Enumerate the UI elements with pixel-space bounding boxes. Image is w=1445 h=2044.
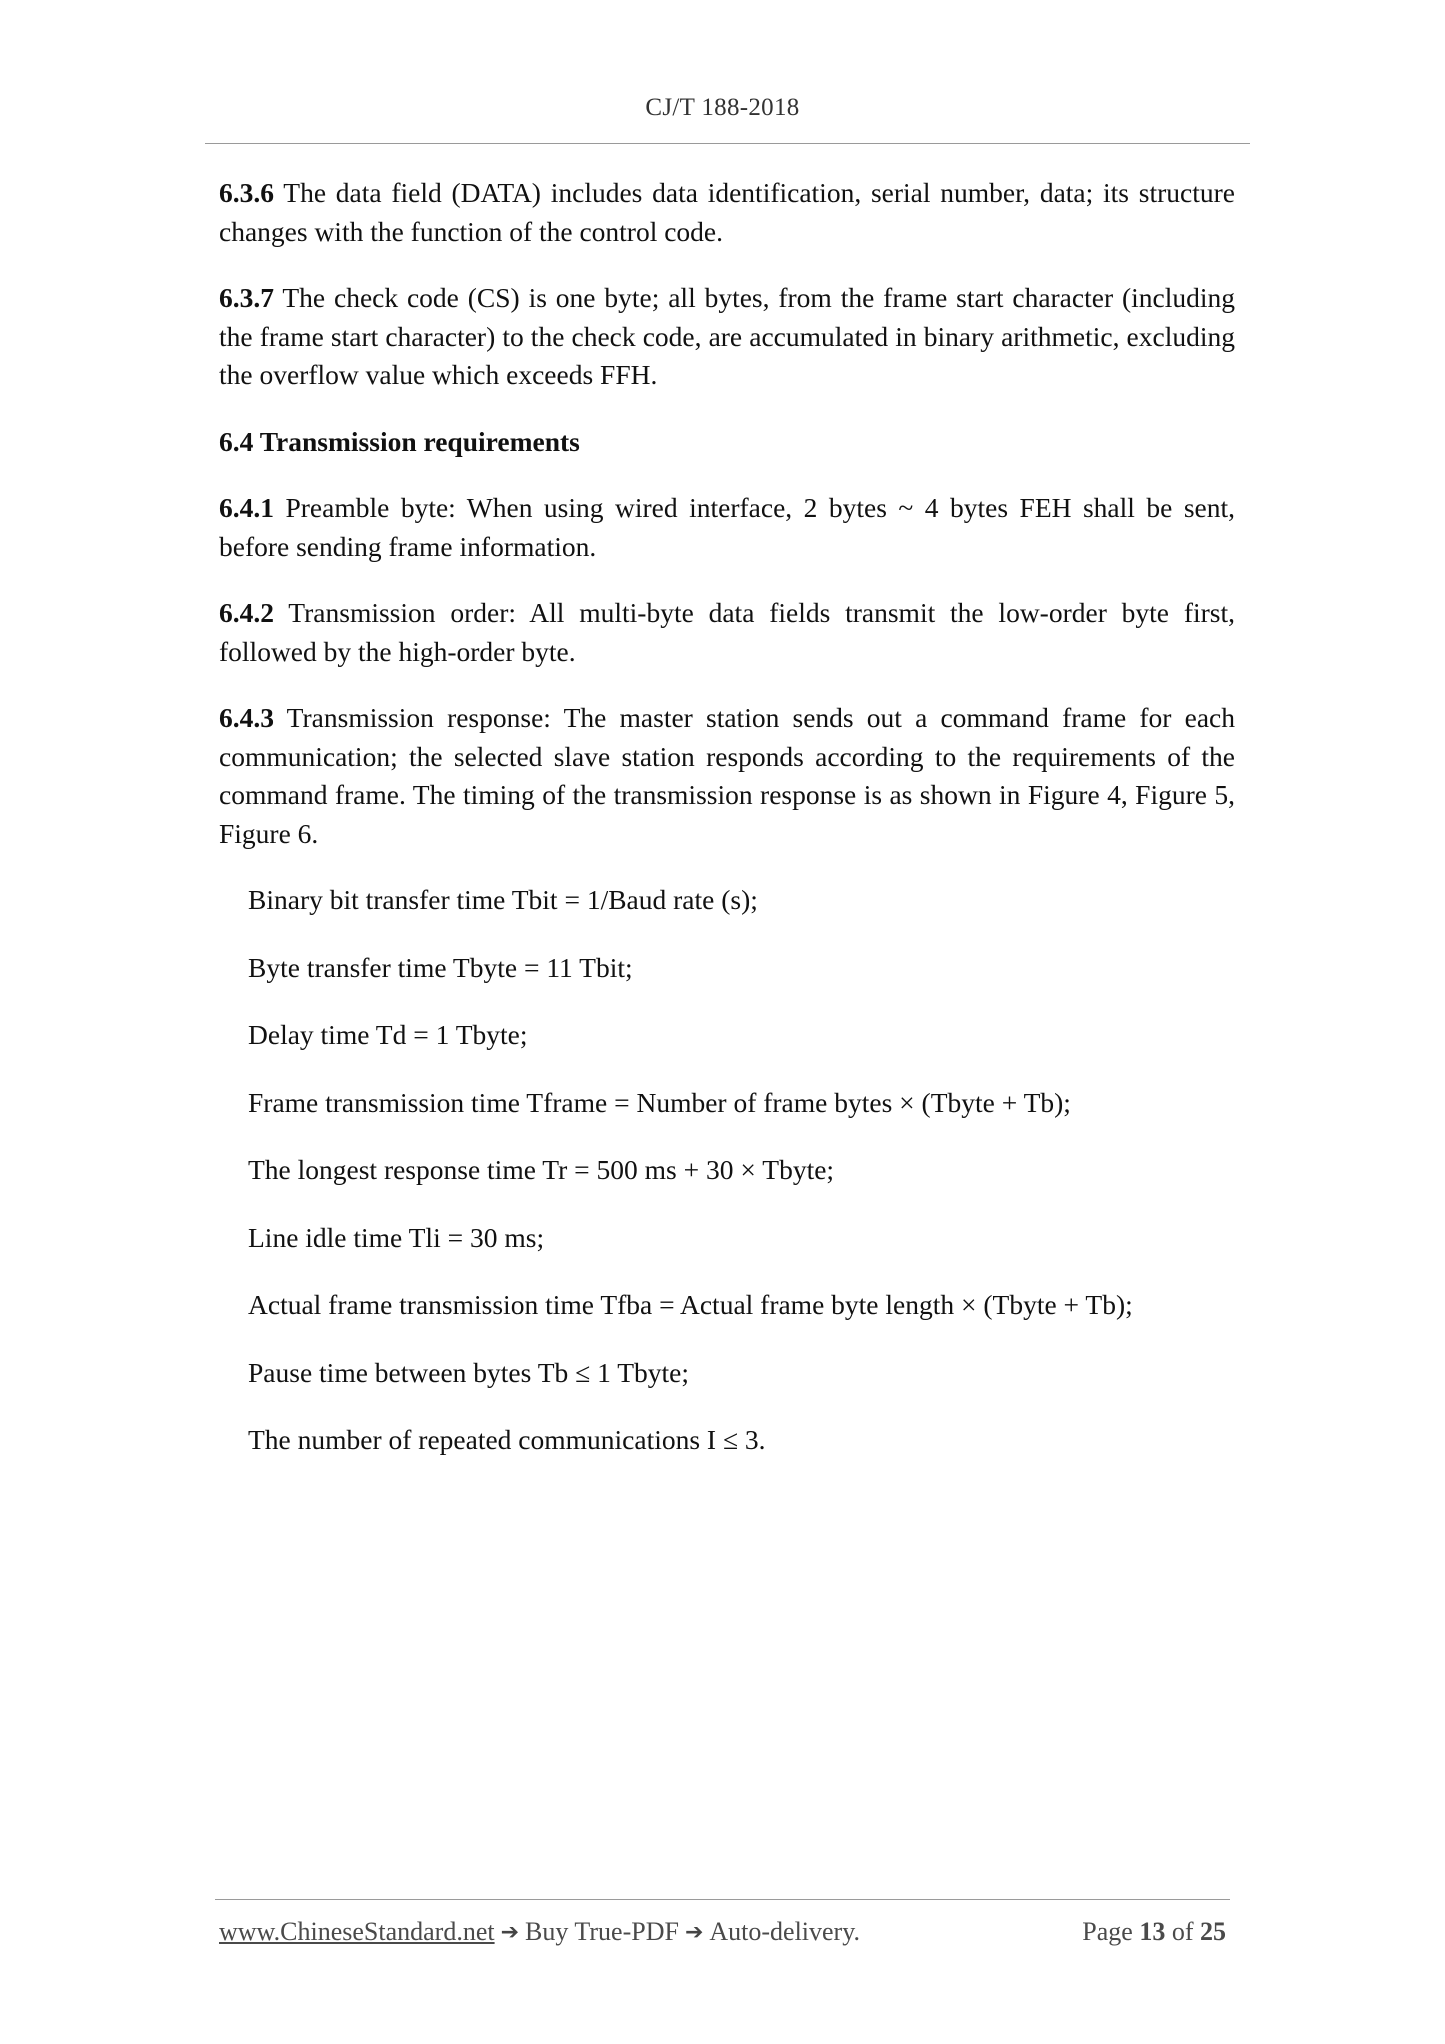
clause-text: The check code (CS) is one byte; all bytes, from the frame start character (including the frame start character) to the check code, are accumulated in binary arithmetic, excluding the overflow value which exceeds FFH. [219,282,1235,390]
clause-6-3-7 [219,279,1235,395]
formula-line: Pause time between bytes Tb ≤ 1 Tbyte; [248,1356,690,1388]
total-pages: 25 [1200,1917,1226,1946]
clause-6-4-1 [219,489,1235,566]
clause-text: Preamble byte: When using wired interface, 2 bytes ~ 4 bytes FEH shall be sent, before sending frame information. [219,492,1235,562]
formula-line: The longest response time Tr = 500 ms + 30 × Tbyte; [248,1154,835,1185]
formula-line: The number of repeated communications I ≤ 3. [248,1424,766,1455]
header-divider [205,143,1250,144]
timing-formula-list [219,881,1235,1460]
clause-text: Transmission response: The master station sends out a command frame for each communication; the selected slave station responds according to the requirements of the command frame. The timing of the transmission response is as shown in Figure 4, Figure 5, Figure 6. [219,702,1235,849]
formula-line: Byte transfer time Tbyte = 11 Tbit; [248,951,633,983]
page-number [1082,1917,1226,1947]
clause-6-3-6 [219,174,1235,251]
clause-number: 6.4.1 [219,492,274,523]
page-label: Page [1082,1917,1140,1946]
clause-text: Transmission order: All multi-byte data fields transmit the low-order byte first, followed by the high-order byte. [219,597,1235,667]
arrow-right-icon: ➔ [500,1920,520,1945]
clause-number: 6.4.2 [219,597,274,628]
arrow-right-icon: ➔ [684,1920,704,1945]
section-heading-6-4: 6.4 Transmission requirements [219,425,580,457]
clause-text: The data field (DATA) includes data identification, serial number, data; its structure changes with the function of the control code. [219,177,1235,247]
current-page: 13 [1139,1917,1166,1946]
formula-line: Delay time Td = 1 Tbyte; [248,1019,528,1050]
footer-promo [219,1917,860,1947]
formula-line: Frame transmission time Tframe = Number of frame bytes × (Tbyte + Tb); [248,1086,1071,1118]
formula-line: Binary bit transfer time Tbit = 1/Baud rate (s); [248,884,758,915]
auto-delivery-text: Auto-delivery. [709,1917,861,1946]
document-body [219,174,1235,1489]
document-code-header: CJ/T 188-2018 [645,94,800,121]
buy-true-pdf-text: Buy True-PDF [525,1917,679,1946]
clause-number: 6.3.7 [219,282,274,313]
page-of-label: of [1165,1917,1200,1946]
formula-line: Actual frame transmission time Tfba = Actual frame byte length × (Tbyte + Tb); [248,1289,1133,1320]
clause-6-4-3 [219,699,1235,853]
clause-6-4-2 [219,594,1235,671]
website-link[interactable]: www.ChineseStandard.net [219,1917,495,1946]
footer-divider [215,1899,1230,1900]
formula-line: Line idle time Tli = 30 ms; [248,1221,545,1253]
clause-number: 6.4.3 [219,702,274,733]
clause-number: 6.3.6 [219,177,274,208]
